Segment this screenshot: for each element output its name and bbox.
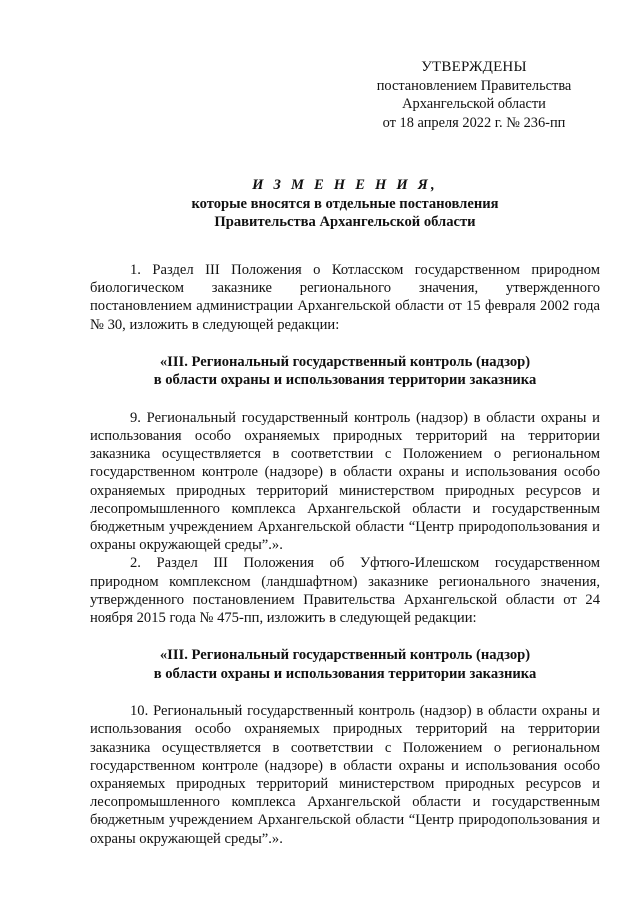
approval-line-1: постановлением Правительства: [376, 77, 572, 94]
section-heading-2: [90, 646, 600, 683]
title-line-1: которые вносятся в отдельные постановления: [191, 195, 499, 212]
document-title: [90, 176, 600, 232]
paragraph-4: 10. Региональный государственный контроль (надзор) в области охраны и использования особо охраняемых природных территорий на территории заказника осуществляется в соответствии с Положением о региональном государственном контроле (надзоре) в области охраны и использования особо охраняемых природных территорий министерством природных ресурсов и лесопромышленного комплекса Архангельской области и государственным бюджетным учреждением Архангельской области “Центр природопользования и охраны окружающей среды”.».: [90, 703, 600, 847]
approval-stamp: [368, 58, 580, 132]
approval-heading: УТВЕРЖДЕНЫ: [421, 59, 527, 75]
paragraph-3: 2. Раздел III Положения об Уфтюго-Илешском государственном природном комплексном (ландшафтном) заказнике регионального значения, утвержденного постановлением Правительства Архангельской области от 24 ноября 2015 года № 475-пп, изложить в следующей редакции:: [90, 555, 600, 627]
section-heading-1-line-1: «III. Региональный государственный контроль (надзор): [159, 353, 531, 370]
document-body: [90, 261, 600, 848]
section-heading-2-line-1: «III. Региональный государственный контроль (надзор): [159, 647, 531, 664]
title-word: И З М Е Н Е Н И Я,: [252, 177, 438, 193]
section-heading-1: [90, 353, 600, 390]
title-line-2: Правительства Архангельской области: [214, 214, 476, 230]
section-heading-1-line-2: в области охраны и использования территории заказника: [153, 372, 537, 389]
paragraph-2: 9. Региональный государственный контроль (надзор) в области охраны и использования особо охраняемых природных территорий на территории заказника осуществляется в соответствии с Положением о региональном государственном контроле (надзоре) в области охраны и использования особо охраняемых природных территорий министерством природных ресурсов и лесопромышленного комплекса Архангельской области и государственным бюджетным учреждением Архангельской области “Центр природопользования и охраны окружающей среды”.».: [90, 409, 600, 554]
approval-line-3: от 18 апреля 2022 г. № 236-пп: [382, 114, 566, 131]
paragraph-1: 1. Раздел III Положения о Котласском государственном природном биологическом заказнике регионального значения, утвержденного постановлением администрации Архангельской области от 15 февраля 2002 года № 30, изложить в следующей редакции:: [90, 262, 600, 333]
approval-line-2: Архангельской области: [402, 96, 546, 112]
section-heading-2-line-2: в области охраны и использования территории заказника: [153, 665, 537, 682]
